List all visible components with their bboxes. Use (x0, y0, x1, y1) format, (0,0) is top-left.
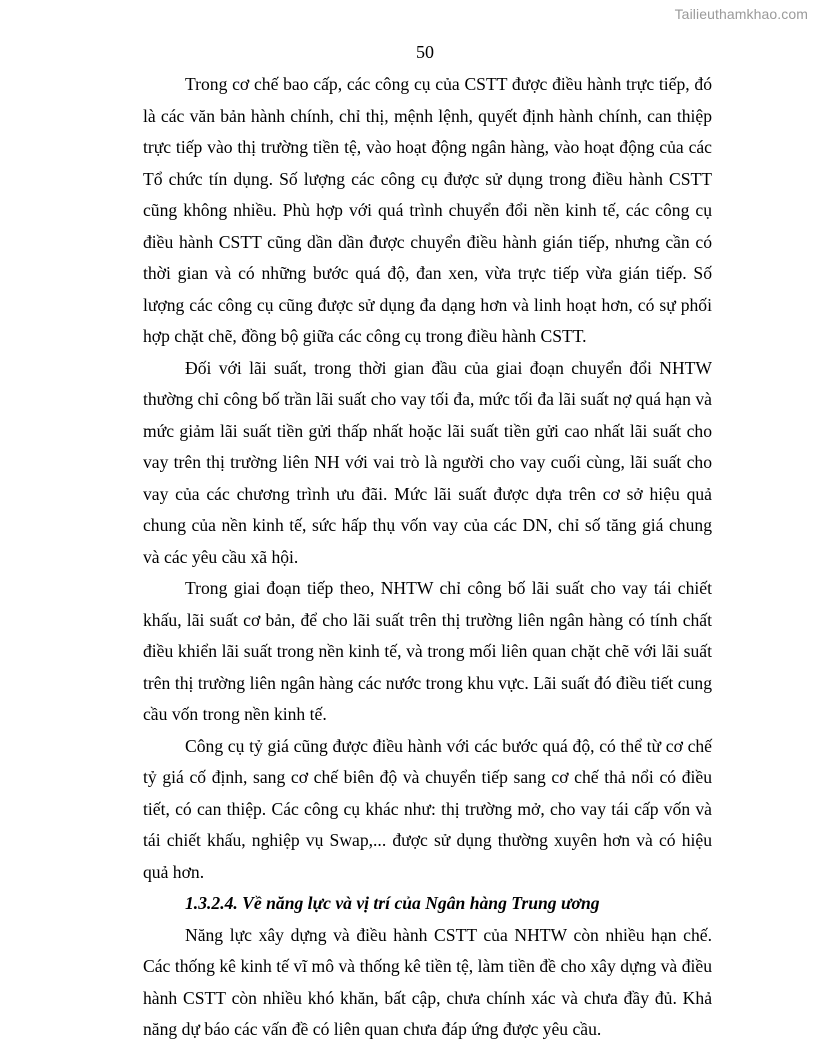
paragraph-tools-mechanism: Trong cơ chế bao cấp, các công cụ của CSTT được điều hành trực tiếp, đó là các văn bản hành chính, chỉ thị, mệnh lệnh, quyết định hành chính, can thiệp trực tiếp vào thị trường tiền tệ, vào hoạt động ngân hàng, vào hoạt động của các Tổ chức tín dụng. Số lượng các công cụ được sử dụng trong điều hành CSTT cũng không nhiều. Phù hợp với quá trình chuyển đổi nền kinh tế, các công cụ điều hành CSTT cũng dần dần được chuyển điều hành gián tiếp, nhưng cần có thời gian và có những bước quá độ, đan xen, vừa trực tiếp vừa gián tiếp. Số lượng các công cụ cũng được sử dụng đa dạng hơn và linh hoạt hơn, có sự phối hợp chặt chẽ, đồng bộ giữa các công cụ trong điều hành CSTT. (143, 74, 712, 346)
paragraph-central-bank-capacity: Năng lực xây dựng và điều hành CSTT của NHTW còn nhiều hạn chế. Các thống kê kinh tế vĩ mô và thống kê tiền tệ, làm tiền đề cho xây dựng và điều hành CSTT còn nhiều khó khăn, bất cập, chưa chính xác và chưa đầy đủ. Khả năng dự báo các vấn đề có liên quan chưa đáp ứng được yêu cầu. (143, 924, 712, 1039)
section-heading: 1.3.2.4. Về năng lực và vị trí của Ngân hàng Trung ương (185, 893, 600, 913)
document-body (143, 69, 712, 1046)
watermark-text: Tailieuthamkhao.com (674, 6, 808, 22)
paragraph-exchange-rate: Công cụ tỷ giá cũng được điều hành với các bước quá độ, có thể từ cơ chế tỷ giá cố định, sang cơ chế biên độ và chuyển tiếp sang cơ chế thả nổi có điều tiết, có can thiệp. Các công cụ khác như: thị trường mở, cho vay tái cấp vốn và tái chiết khấu, nghiệp vụ Swap,... được sử dụng thường xuyên hơn và có hiệu quả hơn. (143, 735, 712, 882)
page-number: 50 (416, 42, 434, 62)
paragraph-interest-rate: Đối với lãi suất, trong thời gian đầu của giai đoạn chuyển đổi NHTW thường chỉ công bố trần lãi suất cho vay tối đa, mức tối đa lãi suất nợ quá hạn và mức giảm lãi suất tiền gửi thấp nhất hoặc lãi suất tiền gửi cao nhất lãi suất cho vay trên thị trường liên NH với vai trò là người cho vay cuối cùng, lãi suất cho vay của các chương trình ưu đãi. Mức lãi suất được dựa trên cơ sở hiệu quả chung của nền kinh tế, sức hấp thụ vốn vay của các DN, chỉ số tăng giá chung và các yêu cầu xã hội. (143, 357, 712, 567)
paragraph-next-stage: Trong giai đoạn tiếp theo, NHTW chỉ công bố lãi suất cho vay tái chiết khấu, lãi suất cơ bản, để cho lãi suất trên thị trường liên ngân hàng có tính chất điều khiển lãi suất trong nền kinh tế, và trong mối liên quan chặt chẽ với lãi suất trên thị trường liên ngân hàng các nước trong khu vực. Lãi suất đó điều tiết cung cầu vốn trong nền kinh tế. (143, 578, 712, 724)
